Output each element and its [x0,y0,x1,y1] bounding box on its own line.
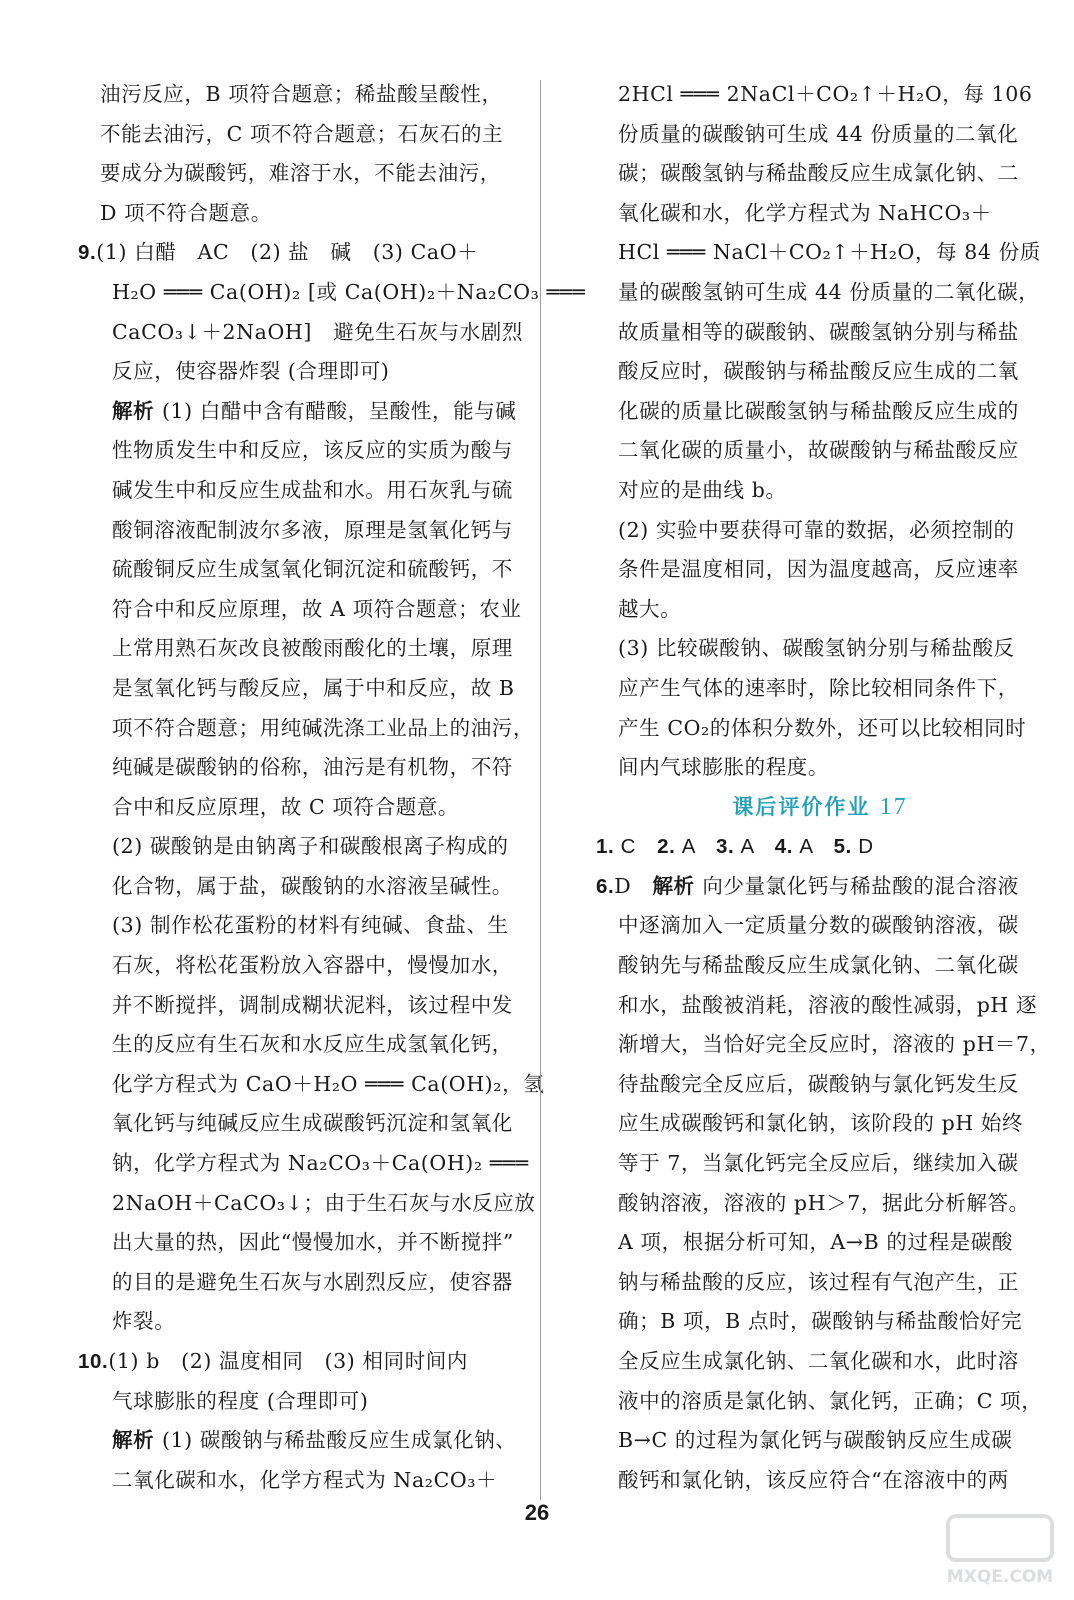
left-line: 合中和反应原理，故 C 项符合题意。 [112,794,460,819]
right-line: 酸反应时，碳酸钠与稀盐酸反应生成的二氧 [618,359,1019,384]
left-line: 化学方程式为 CaO＋H₂O ═══ Ca(OH)₂，氢 [112,1071,545,1096]
left-line: (2) 碳酸钠是由钠离子和碳酸根离子构成的 [112,834,509,859]
left-line: 出大量的热，因此“慢慢加水，并不断搅拌” [112,1230,514,1255]
left-line: H₂O ═══ Ca(OH)₂ [或 Ca(OH)₂＋Na₂CO₃ ═══ [112,279,586,304]
left-column [78,75,586,1500]
answer-choice: A [799,835,834,859]
left-line: 化合物，属于盐，碳酸钠的水溶液呈碱性。 [112,873,513,898]
left-line: 气球膨胀的程度 (合理即可) [112,1388,369,1413]
right-line: 氧化碳和水，化学方程式为 NaHCO₃＋ [618,200,992,225]
right-line: 份质量的碳酸钠可生成 44 份质量的二氧化 [618,121,1019,146]
left-line: 氧化钙与纯碱反应生成碳酸钙沉淀和氢氧化 [112,1111,513,1136]
question-6 [596,867,1051,1501]
right-line: 条件是温度相同，因为温度越高，反应速率 [618,557,1019,582]
right-line: 越大。 [618,596,682,621]
right-line: HCl ═══ NaCl＋CO₂↑＋H₂O，每 84 份质 [618,240,1041,265]
mxqe-watermark-logo-icon [940,1510,1060,1590]
left-line: 钠，化学方程式为 Na₂CO₃＋Ca(OH)₂ ═══ [112,1151,529,1176]
answer-number: 5. [833,835,859,859]
left-line: 炸裂。 [112,1309,176,1334]
question-number: 10. [78,1350,109,1373]
left-line: 油污反应，B 项符合题意；稀盐酸呈酸性， [100,82,503,106]
q6-line: 酸钙和氯化钠，该反应符合“在溶液中的两 [618,1467,1009,1492]
q6-line: 酸钠先与稀盐酸反应生成氯化钠、二氧化碳 [618,953,1019,978]
q6-line: A 项，根据分析可知，A→B 的过程是碳酸 [618,1230,1013,1255]
right-line: 应产生气体的速率时，除比较相同条件下， [618,675,1019,700]
left-line: 上常用熟石灰改良被酸雨酸化的土壤，原理 [112,636,513,661]
answer-choice: A [740,835,775,859]
section-title-text: 课后评价作业 [732,794,871,819]
q6-line: 待盐酸完全反应后，碳酸钠与氯化钙发生反 [618,1071,1019,1096]
answer-number: 2. [657,835,682,859]
left-line: 反应，使容器炸裂 (合理即可) [112,359,390,384]
q6-line: 全反应生成氯化钠、二氧化碳和水，此时溶 [618,1349,1019,1373]
question-number: 6. [596,874,615,898]
right-line: (3) 比较碳酸钠、碳酸氢钠分别与稀盐酸反 [618,636,1015,661]
left-line: (3) 制作松花蛋粉的材料有纯碱、食盐、生 [112,913,509,938]
right-line: 故质量相等的碳酸钠、碳酸氢钠分别与稀盐 [618,319,1019,344]
left-line: CaCO₃↓＋2NaOH] 避免生石灰与水剧烈 [112,319,523,344]
q6-line: 酸钠溶液，溶液的 pH＞7，据此分析解答。 [618,1190,1030,1215]
answer-choice: A [681,835,716,859]
answer-number: 1. [596,835,621,859]
left-line: 的目的是避免生石灰与水剧烈反应，使容器 [112,1269,513,1294]
q6-line: B→C 的过程为氯化钙与碳酸钠反应生成碳 [618,1428,1013,1453]
q6-line: 钠与稀盐酸的反应，该过程有气泡产生，正 [618,1269,1019,1294]
left-line: 生的反应有生石灰和水反应生成氢氧化钙， [112,1032,513,1057]
right-line: 产生 CO₂的体积分数外，还可以比较相同时 [618,715,1027,740]
left-line: 解析 (1) 碳酸钠与稀盐酸反应生成氯化钠、 [112,1428,517,1453]
analysis-label: 解析 [652,873,703,898]
column-divider [540,80,541,1500]
q6-line: 6.D 解析 向少量氯化钙与稀盐酸的混合溶液 [596,867,1022,907]
left-line: 纯碱是碳酸钠的俗称，油污是有机物，不符 [112,755,513,780]
left-line: 性物质发生中和反应，该反应的实质为酸与 [112,438,513,463]
left-line: 2NaOH＋CaCO₃↓；由于生石灰与水反应放 [112,1190,536,1215]
answer-number: 3. [715,835,741,859]
q6-line: 等于 7，当氯化钙完全反应后，继续加入碳 [618,1151,1019,1176]
right-column-continuation [618,75,1041,788]
right-line: (2) 实验中要获得可靠的数据，必须控制的 [618,517,1015,542]
q6-line: 和水，盐酸被消耗，溶液的酸性减弱，pH 逐 [618,992,1038,1017]
right-line: 量的碳酸氢钠可生成 44 份质量的二氧化碳， [618,279,1040,304]
q6-line: 应生成碳酸钙和氯化钠，该阶段的 pH 始终 [618,1111,1024,1136]
right-column [596,75,1051,1500]
analysis-label: 解析 [112,1428,162,1453]
q6-line: 渐增大，当恰好完全反应时，溶液的 pH＝7， [618,1032,1051,1057]
left-line: 碱发生中和反应生成盐和水。用石灰乳与硫 [112,477,513,502]
answer-choice: C [620,835,658,859]
left-line: 要成分为碳酸钙，难溶于水，不能去油污， [100,161,501,186]
analysis-label: 解析 [112,398,162,423]
right-line: 对应的是曲线 b。 [618,477,787,502]
right-line: 化碳的质量比碳酸氢钠与稀盐酸反应生成的 [618,398,1019,423]
left-line: 酸铜溶液配制波尔多液，原理是氢氧化钙与 [112,517,513,542]
left-line: 硫酸铜反应生成氢氧化铜沉淀和硫酸钙，不 [112,557,513,582]
left-line: 石灰，将松花蛋粉放入容器中，慢慢加水， [112,953,513,978]
right-line: 2HCl ═══ 2NaCl＋CO₂↑＋H₂O，每 106 [618,82,1033,106]
left-line: 并不断搅拌，调制成糊状泥料，该过程中发 [112,992,513,1017]
answers-line [596,827,1022,867]
left-line: 项不符合题意；用纯碱洗涤工业品上的油污， [112,715,534,740]
right-line: 二氧化碳的质量小，故碳酸钠与稀盐酸反应 [618,438,1019,463]
answer-choice: D [858,835,874,859]
left-line: D 项不符合题意。 [100,200,272,225]
q6-line: 确；B 项，B 点时，碳酸钠与稀盐酸恰好完 [618,1309,1023,1334]
left-line: 二氧化碳和水，化学方程式为 Na₂CO₃＋ [112,1467,498,1492]
section-title [618,788,1022,828]
left-line: 不能去油污，C 项不符合题意；石灰石的主 [100,121,504,146]
right-line: 碳；碳酸氢钠与稀盐酸反应生成氯化钠、二 [618,161,1019,186]
left-line: 是氢氧化钙与酸反应，属于中和反应，故 B [112,675,515,700]
q6-line: 液中的溶质是氯化钠、氯化钙，正确；C 项， [618,1388,1043,1413]
page-number: 26 [524,1500,550,1525]
question-number: 9. [78,241,97,265]
left-line: 解析 (1) 白醋中含有醋酸，呈酸性，能与碱 [112,398,517,423]
right-line: 间内气球膨胀的程度。 [618,755,829,780]
left-line: 符合中和反应原理，故 A 项符合题意；农业 [112,596,522,621]
left-line: 9.(1) 白醋 AC (2) 盐 碱 (3) CaO＋ [78,233,510,273]
section-title-number: 17 [879,793,908,820]
watermark-text: MXQE.COM [946,1567,1054,1587]
answer-number: 4. [774,835,800,859]
left-line: 10.(1) b (2) 温度相同 (3) 相同时间内 [78,1342,510,1382]
q6-line: 中逐滴加入一定质量分数的碳酸钠溶液，碳 [618,913,1019,938]
